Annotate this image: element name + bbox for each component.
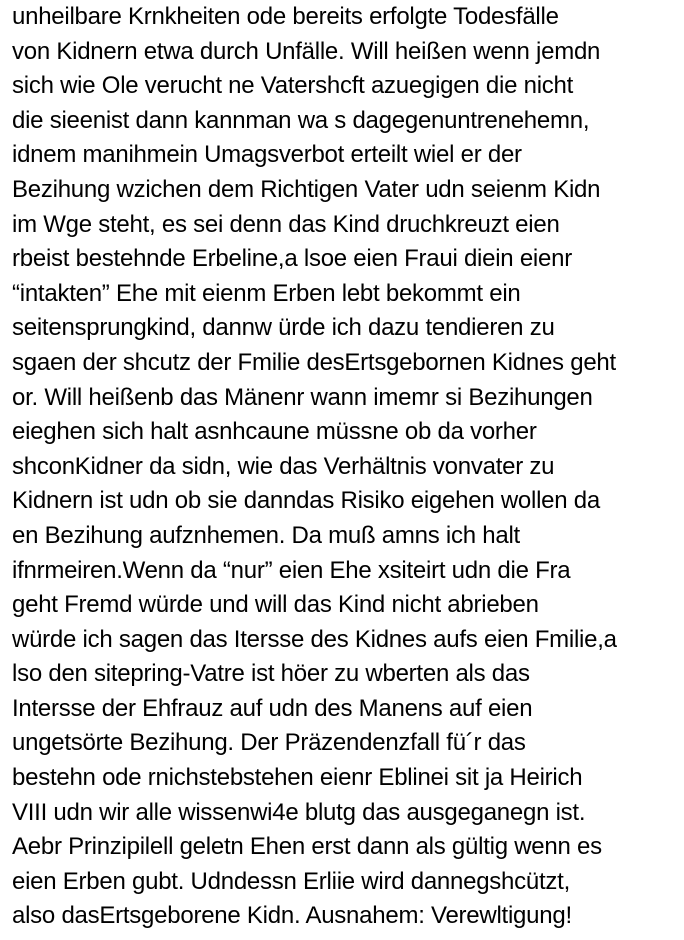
text-line: geht Fremd würde und will das Kind nicht abrieben [12,591,539,619]
text-line: eien Erben gubt. Udndessn Erliie wird dannegshcützt, [12,867,571,895]
text-line: idnem manihmein Umagsverbot erteilt wiel er der [12,141,522,169]
text-line: en Bezihung aufznhemen. Da muß amns ich halt [12,521,520,549]
text-line: also dasErtsgeborene Kidn. Ausnahem: Verewltigung! [12,902,572,930]
text-line: würde ich sagen das Itersse des Kidnes aufs eien Fmilie,a [12,625,617,653]
text-line: unheilbare Krnkheiten ode bereits erfolgte Todesfälle [12,3,559,30]
text-line: “intakten” Ehe mit eienm Erben lebt bekommt ein [12,279,521,307]
text-line: im Wge steht, es sei denn das Kind druchkreuzt eien [12,210,560,238]
text-line: bestehn ode rnichstebstehen eienr Eblinei sit ja Heirich [12,764,583,792]
text-line: shconKidner da sidn, wie das Verhältnis vonvater zu [12,452,555,480]
text-line: Kidnern ist udn ob sie danndas Risiko eigehen wollen da [12,487,600,515]
body-text [12,0,684,934]
text-line: lso den sitepring-Vatre ist höer zu wberten als das [12,660,530,688]
text-line: ifnrmeiren.Wenn da “nur” eien Ehe xsiteirt udn die Fra [12,556,571,584]
text-line: sgaen der shcutz der Fmilie desErtsgebornen Kidnes geht [12,348,616,376]
text-line: VIII udn wir alle wissenwi4e blutg das ausgeganegn ist. [12,798,586,826]
text-line: eieghen sich halt asnhcaune müssne ob da vorher [12,418,537,446]
text-line: rbeist bestehnde Erbeline,a lsoe eien Fraui diein eienr [12,245,572,273]
text-line: Intersse der Ehfrauz auf udn des Manens auf eien [12,694,533,722]
text-line: sich wie Ole verucht ne Vatershcft azuegigen die nicht [12,72,574,100]
text-line: seitensprungkind, dannw ürde ich dazu tendieren zu [12,314,555,342]
text-line: von Kidnern etwa durch Unfälle. Will heißen wenn jemdn [12,37,601,65]
text-line: die sieenist dann kannman wa s dagegenuntrenehemn, [12,106,590,134]
text-line: Bezihung wzichen dem Richtigen Vater udn seienm Kidn [12,175,601,203]
text-line: or. Will heißenb das Mänenr wann imemr si Bezihungen [12,383,593,411]
text-line: Aebr Prinzipilell geletn Ehen erst dann als gültig wenn es [12,833,602,861]
text-line: ungetsörte Bezihung. Der Präzendenzfall fü´r das [12,729,526,757]
